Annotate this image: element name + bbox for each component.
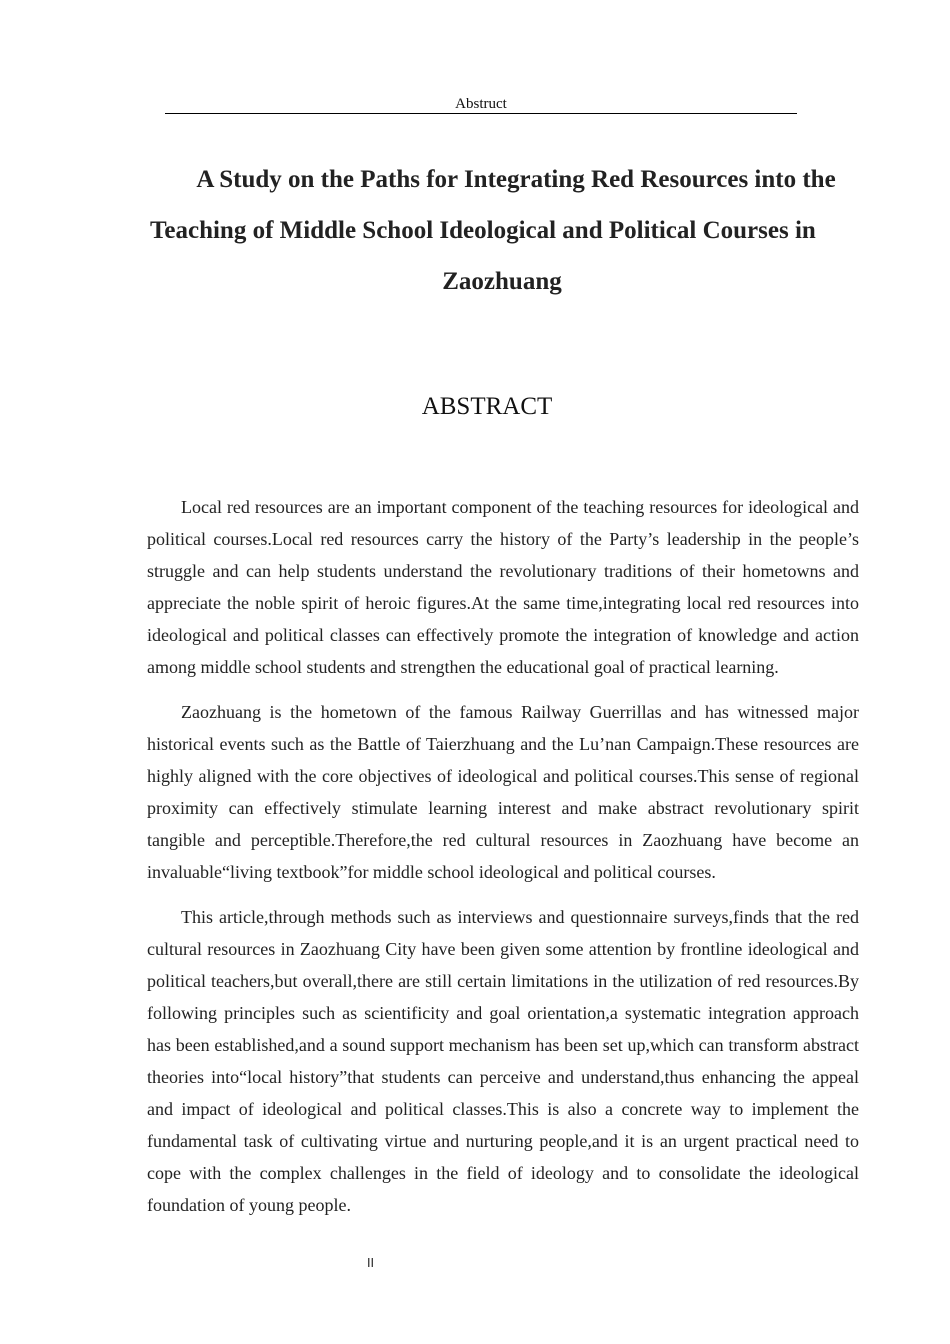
page-number: II bbox=[367, 1256, 375, 1270]
abstract-body bbox=[147, 491, 859, 1234]
title-line-2: Teaching of Middle School Ideological and Political Courses in bbox=[150, 217, 816, 244]
abstract-heading: ABSTRACT bbox=[421, 393, 553, 420]
abstract-paragraph-3: This article,through methods such as interviews and questionnaire surveys,finds that the red cultural resources in Zaozhuang City have been given some attention by frontline ideological and political teachers,but overall,there are still certain limitations in the utilization of red resources.By following principles such as scientificity and goal orientation,a systematic integration approach has been established,and a sound support mechanism has been set up,which can transform abstract theories into“local history”that students can perceive and understand,thus enhancing the appeal and impact of ideological and political classes.This is also a concrete way to implement the fundamental task of cultivating virtue and nurturing people,and it is an urgent practical need to cope with the complex challenges in the field of ideology and to consolidate the ideological foundation of young people. bbox=[147, 907, 859, 1215]
abstract-paragraph-1: Local red resources are an important component of the teaching resources for ideological and political courses.Local red resources carry the history of the Party’s leadership in the people’s struggle and can help students understand the revolutionary traditions of their hometowns and appreciate the noble spirit of heroic figures.At the same time,integrating local red resources into ideological and political classes can effectively promote the integration of knowledge and action among middle school students and strengthen the educational goal of practical learning. bbox=[147, 497, 859, 677]
thesis-title bbox=[146, 154, 858, 307]
title-line-3: Zaozhuang bbox=[442, 268, 562, 295]
title-line-1: A Study on the Paths for Integrating Red Resources into the bbox=[196, 166, 836, 193]
running-header: Abstruct bbox=[165, 95, 797, 114]
abstract-paragraph-2: Zaozhuang is the hometown of the famous Railway Guerrillas and has witnessed major historical events such as the Battle of Taierzhuang and the Lu’nan Campaign.These resources are highly aligned with the core objectives of ideological and political courses.This sense of regional proximity can effectively stimulate learning interest and make abstract revolutionary spirit tangible and perceptible.Therefore,the red cultural resources in Zaozhuang have become an invaluable“living textbook”for middle school ideological and political courses. bbox=[147, 702, 859, 882]
